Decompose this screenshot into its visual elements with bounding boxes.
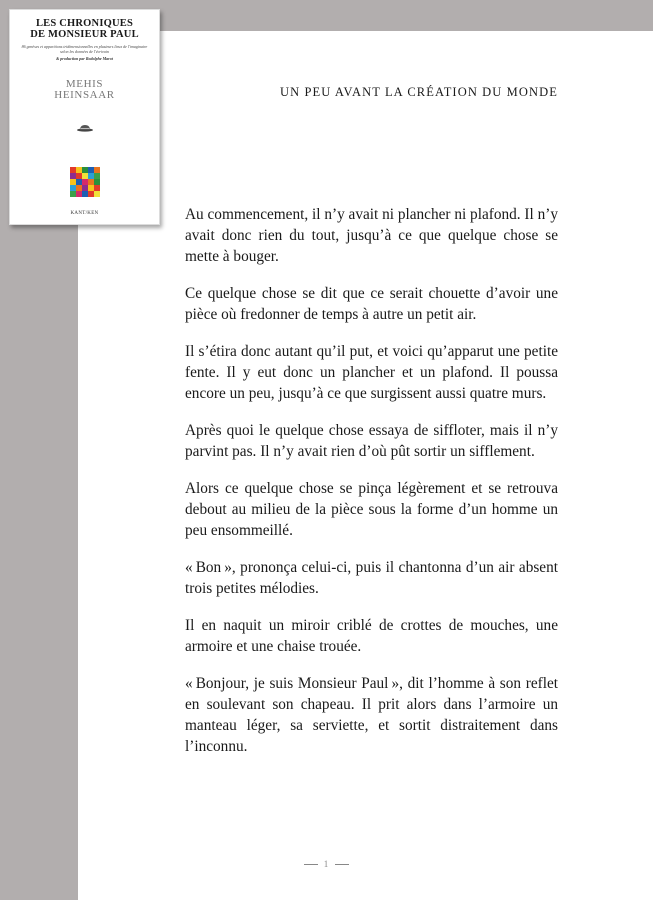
book-cover-thumbnail[interactable] <box>9 9 160 225</box>
cover-publisher: KANT/KEN <box>70 211 99 216</box>
paragraph: Après quoi le quelque chose essaya de siffloter, mais il n’y parvint pas. Il n’y avait rien d’où pût sortir un sifflement. <box>185 422 558 460</box>
chapter-title: UN PEU AVANT LA CRÉATION DU MONDE <box>280 85 558 99</box>
mosaic-tile <box>94 191 100 197</box>
hat-emblem-icon <box>76 123 94 132</box>
paragraph: Alors ce quelque chose se pinça légèrement et se retrouva debout au milieu de la pièce sous la forme d’un homme un peu ensommeillé. <box>185 480 558 539</box>
footer-dash <box>304 864 318 865</box>
cover-title <box>10 18 159 40</box>
page-number: 1 <box>323 859 330 869</box>
cover-title-line: DE MONSIEUR PAUL <box>30 29 139 40</box>
cover-title-line: LES CHRONIQUES <box>35 18 134 29</box>
cover-credit: & production par Rodolphe Marot <box>56 56 113 61</box>
paragraph: Ce quelque chose se dit que ce serait chouette d’avoir une pièce où fredonner de temps à autre un petit air. <box>185 285 558 323</box>
cover-author-line: MEHIS <box>65 78 104 90</box>
cover-mosaic <box>70 167 100 197</box>
footer-dash <box>335 864 349 865</box>
paragraph: « Bon », prononça celui-ci, puis il chantonna d’un air absent trois petites mélodies. <box>185 559 558 597</box>
cover-author-line: HEINSAAR <box>54 89 115 101</box>
cover-subtitle: 86 genèses et apparitions tridimensionnelles en plusieurs lieux de l'imaginaire selon les données de l'écrivain <box>21 44 148 54</box>
cover-author <box>10 79 159 101</box>
page-footer <box>0 859 653 869</box>
paragraph: « Bonjour, je suis Monsieur Paul », dit l’homme à son reflet en soulevant son chapeau. Il prit alors dans l’armoire un manteau léger, sa serviette, et sortit distraitement dans l’inconnu. <box>185 675 558 755</box>
paragraph: Il s’étira donc autant qu’il put, et voici qu’apparut une petite fente. Il y eut donc un plancher et un plafond. Il poussa encore un peu, jusqu’à ce que surgissent aussi quatre murs. <box>185 343 558 402</box>
paragraph: Au commencement, il n’y avait ni plancher ni plafond. Il n’y avait donc rien du tout, jusqu’à ce que quelque chose se mette à bouger. <box>185 206 558 265</box>
paragraph: Il en naquit un miroir criblé de crottes de mouches, une armoire et une chaise trouée. <box>185 617 558 655</box>
body-text <box>185 204 558 773</box>
